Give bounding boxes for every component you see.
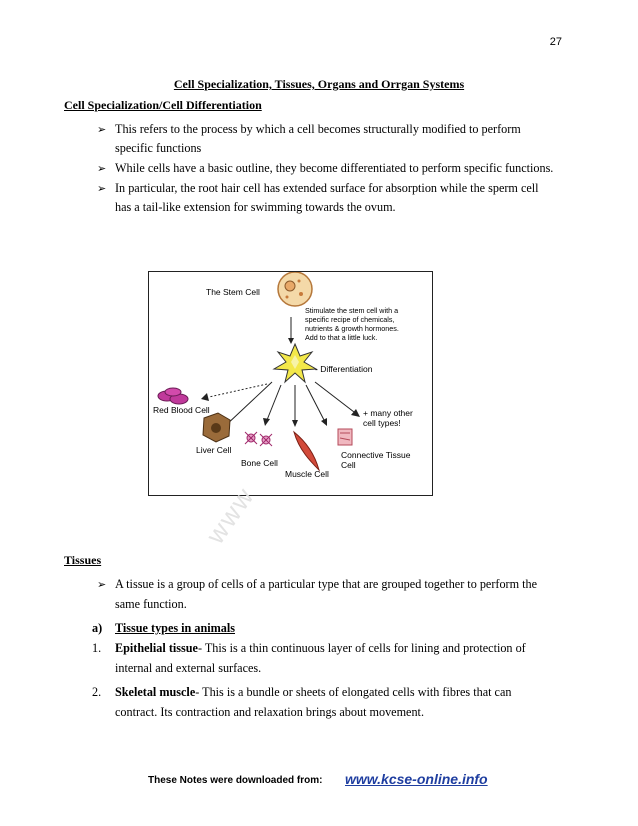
stem-cell-label: The Stem Cell xyxy=(206,287,260,297)
stem-cell-diagram xyxy=(148,271,433,496)
term-description: - This is a bundle or sheets of elongated cells with fibres that can xyxy=(195,685,512,699)
differentiation-burst-icon xyxy=(274,344,316,382)
sub-heading: Tissue types in animals xyxy=(115,621,235,635)
stem-cell-icon xyxy=(278,272,312,306)
many-other-label: cell types! xyxy=(363,418,401,428)
bone-cell-icon xyxy=(245,432,272,446)
differentiation-label: - Differentiation xyxy=(315,364,373,374)
bullet-arrow: ➢ xyxy=(97,183,107,195)
paragraph-line: In particular, the root hair cell has extended surface for absorption while the sperm cell xyxy=(115,181,539,195)
paragraph-line: contract. Its contraction and relaxation brings about movement. xyxy=(115,705,424,719)
term: Skeletal muscle xyxy=(115,685,196,699)
sub-label: a) xyxy=(92,621,103,635)
paragraph-line: While cells have a basic outline, they become differentiated to perform specific functions. xyxy=(115,161,554,175)
paragraph-line: internal and external surfaces. xyxy=(115,661,262,675)
footer-link[interactable]: www.kcse-online.info xyxy=(345,771,488,787)
muscle-cell-icon xyxy=(294,432,319,470)
watermark: www xyxy=(200,480,261,550)
paragraph-line: same function. xyxy=(115,597,187,611)
recipe-line: specific recipe of chemicals, xyxy=(305,315,395,324)
paragraph-line: A tissue is a group of cells of a particular type that are grouped together to perform the xyxy=(115,577,538,591)
bullet-arrow: ➢ xyxy=(97,579,107,591)
page-number: 27 xyxy=(549,36,562,48)
paragraph-line: This refers to the process by which a cell becomes structurally modified to perform xyxy=(115,122,521,136)
list-number: 2. xyxy=(92,685,102,699)
red-blood-cell-label: Red Blood Cell xyxy=(153,405,210,415)
connective-tissue-cell-icon xyxy=(338,429,352,445)
footer-text: These Notes were downloaded from: xyxy=(148,775,323,786)
paragraph-line: specific functions xyxy=(115,141,202,155)
connective-tissue-label: Cell xyxy=(341,460,356,470)
list-item xyxy=(115,685,511,700)
muscle-cell-label: Muscle Cell xyxy=(285,469,329,479)
diagram-svg xyxy=(149,272,432,495)
term-description: - This is a thin continuous layer of cells for lining and protection of xyxy=(197,641,526,655)
section-heading-cell-specialization: Cell Specialization/Cell Differentiation xyxy=(64,98,262,112)
bone-cell-label: Bone Cell xyxy=(241,458,278,468)
red-blood-cell-icon xyxy=(158,388,188,404)
list-item xyxy=(115,641,526,656)
page-title: Cell Specialization, Tissues, Organs and Orrgan Systems xyxy=(173,77,465,91)
bullet-arrow: ➢ xyxy=(97,124,107,136)
recipe-line: Add to that a little luck. xyxy=(305,333,378,342)
liver-cell-icon xyxy=(203,413,230,442)
recipe-line: nutrients & growth hormones. xyxy=(305,324,399,333)
connective-tissue-label: Connective Tissue xyxy=(341,450,411,460)
many-other-label: + many other xyxy=(363,408,413,418)
bullet-arrow: ➢ xyxy=(97,163,107,175)
recipe-line: Stimulate the stem cell with a xyxy=(305,306,399,315)
term: Epithelial tissue xyxy=(115,641,198,655)
liver-cell-label: Liver Cell xyxy=(196,445,232,455)
paragraph-line: has a tail-like extension for swimming towards the ovum. xyxy=(115,200,396,214)
list-number: 1. xyxy=(92,641,102,655)
section-heading-tissues: Tissues xyxy=(64,553,102,567)
